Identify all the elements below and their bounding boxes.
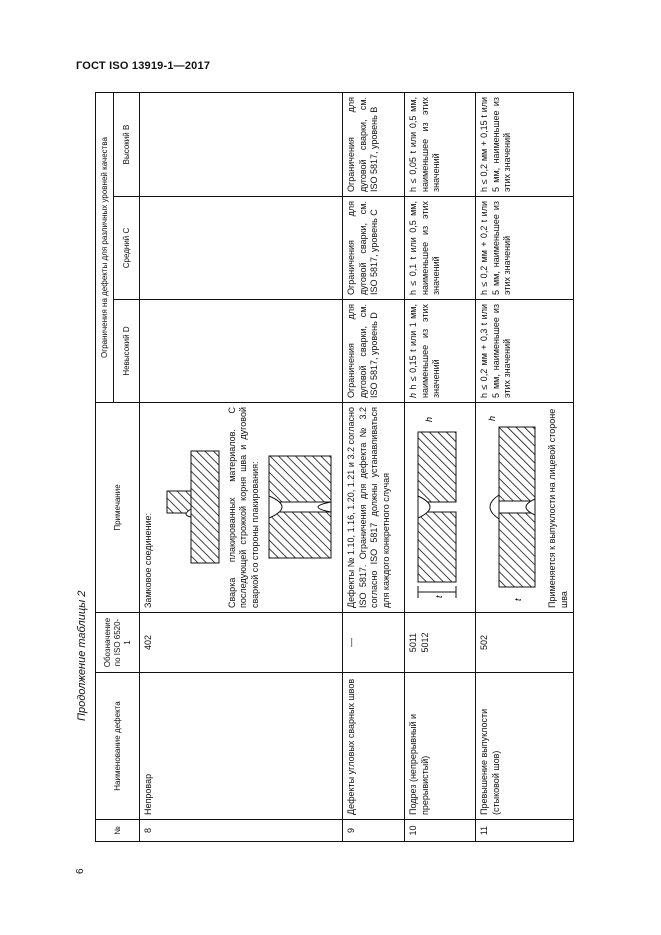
limit-mid [140, 197, 343, 300]
limit-high: h ≤ 0,2 мм + 0,15 t или 5 мм, наименьшее из этих значений [476, 92, 574, 196]
fig-label-h: h [487, 416, 497, 422]
excess-convexity-figure [483, 408, 543, 608]
header-no: № [96, 820, 140, 842]
limit-low: Ограничения для дуговой сварки, см. ISO 5817, уровень D [343, 300, 405, 403]
defect-name: Непровар [140, 673, 343, 820]
defects-table [95, 92, 574, 842]
iso-code: 5011 5012 [405, 613, 476, 673]
limit-low: h h ≤ 0,15 t или 1 мм, наименьшее из этих значений [405, 300, 476, 403]
limit-mid: h ≤ 0,1 t или 0,5 мм, наименьшее из этих значений [405, 197, 476, 300]
row-number: 9 [343, 820, 405, 842]
iso-code: 402 [140, 613, 343, 673]
table-row [476, 92, 574, 841]
page-number: 6 [75, 868, 86, 874]
table-rotated-container [95, 93, 569, 842]
limit-high: Ограничения для дуговой сварки, см. ISO 5817, уровень B [343, 92, 405, 196]
note-cell [476, 403, 574, 613]
iso-code: 502 [476, 613, 574, 673]
row-number: 10 [405, 820, 476, 842]
header-iso-designation: Обозначение по ISO 6520-1 [96, 613, 140, 673]
limit-low: h ≤ 0,2 мм + 0,3 t или 5 мм, наименьшее из этих значений [476, 300, 574, 403]
table-landscape [95, 93, 569, 842]
header-level-high: Высокий B [114, 92, 140, 196]
defect-name: Превышение выпуклости (стыковой шов) [476, 673, 574, 820]
row-number: 8 [140, 820, 343, 842]
limit-low-text: h ≤ 0,15 t или 1 мм, наименьшее из этих значений [408, 304, 441, 398]
limit-mid: h ≤ 0,2 мм + 0,2 t или 5 мм, наименьшее из этих значений [476, 197, 574, 300]
defect-name: Подрез (непрерывный и прерывистый) [405, 673, 476, 820]
note-cell: Дефекты № 1.10, 1.16, 1.20, 1.21 и 3.2 согласно ISO 5817. Ограничения для дефекта № 3.2 согласно ISO 5817 должны устанавливаться для каждого конкретного случая [343, 403, 405, 613]
undercut-figure [412, 413, 468, 603]
limit-low [140, 300, 343, 403]
header-defect-name: Наименование дефекта [96, 673, 140, 820]
header-quality-levels: Ограничения на дефекты для различных уровней качества [96, 92, 114, 402]
header-level-low: Невысокий D [114, 300, 140, 403]
limit-mid: Ограничения для дуговой сварки, см. ISO 5817, уровень C [343, 197, 405, 300]
note-text: Применяется к выпуклости на лицевой стороне шва [547, 408, 569, 608]
table-continuation-caption: Продолжение таблицы 2 [76, 590, 88, 721]
table-row [343, 92, 405, 841]
row-number: 11 [476, 820, 574, 842]
limit-high [140, 92, 343, 196]
note-cell [405, 403, 476, 613]
fig-label-t: t [513, 598, 523, 602]
fig-label-t: t [434, 595, 444, 599]
iso-code: — [343, 613, 405, 673]
table-row [140, 92, 343, 841]
lap-joint-figure [159, 448, 223, 568]
clad-weld-figure [265, 453, 335, 563]
defect-name: Дефекты угловых сварных швов [343, 673, 405, 820]
limit-high: h ≤ 0,05 t или 0,5 мм, наименьшее из этих значений [405, 92, 476, 196]
header-note: Примечание [96, 403, 140, 613]
document-header: ГОСТ ISO 13919-1—2017 [76, 60, 211, 72]
table-row [405, 92, 476, 841]
note-text: Замковое соединение: [143, 512, 153, 608]
note-cell [140, 403, 343, 613]
header-level-mid: Средний C [114, 197, 140, 300]
fig-label-h: h [424, 417, 434, 423]
note-text-2: Сварка плакированных материалов. С последующей строжкой корня шва и дуговой сваркой со стороны плакирования: [226, 407, 260, 608]
